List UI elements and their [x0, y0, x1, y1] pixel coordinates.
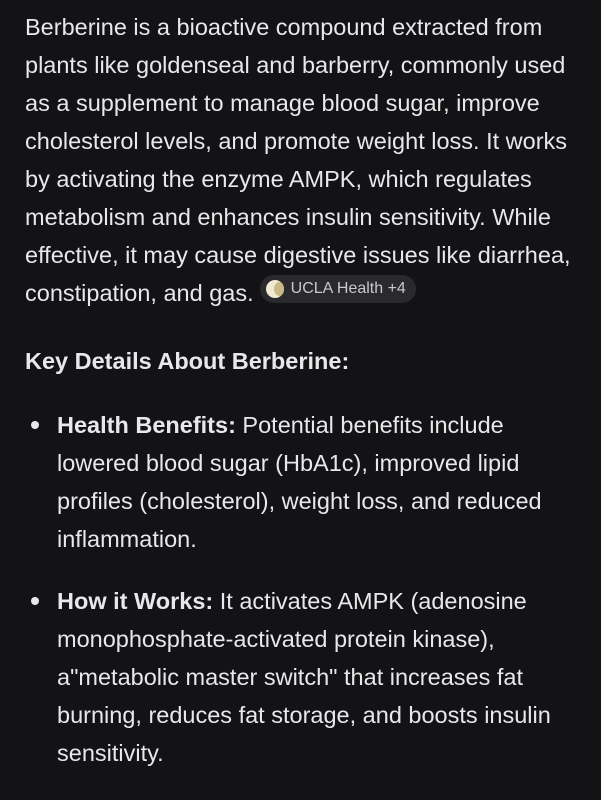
bullet-text: Potential benefits include lowered blood sugar (HbA1c), improved lipid profiles (cholesterol), weight loss, and reduced inflammation. — [57, 412, 542, 552]
details-list — [25, 406, 585, 772]
list-item — [25, 406, 585, 558]
source-chip-label: UCLA Health +4 — [290, 280, 406, 297]
bullet-title: How it Works: — [57, 588, 214, 614]
intro-paragraph — [25, 8, 585, 312]
response-content — [25, 8, 585, 796]
source-favicon-icon — [266, 280, 284, 298]
intro-text: Berberine is a bioactive compound extracted from plants like goldenseal and barberry, commonly used as a supplement to manage blood sugar, improve cholesterol levels, and promote weight loss. It works by activating the enzyme AMPK, which regulates metabolism and enhances insulin sensitivity. While effective, it may cause digestive issues like diarrhea, constipation, and gas. — [25, 14, 571, 306]
bullet-icon — [31, 597, 39, 605]
list-item — [25, 582, 585, 772]
bullet-text: It activates AMPK (adenosine monophosphate-activated protein kinase), a"metabolic master switch" that increases fat burning, reduces fat storage, and boosts insulin sensitivity. — [57, 588, 551, 766]
bullet-title: Health Benefits: — [57, 412, 236, 438]
bullet-icon — [31, 421, 39, 429]
section-heading: Key Details About Berberine: — [25, 348, 350, 374]
source-chip[interactable] — [260, 275, 416, 303]
